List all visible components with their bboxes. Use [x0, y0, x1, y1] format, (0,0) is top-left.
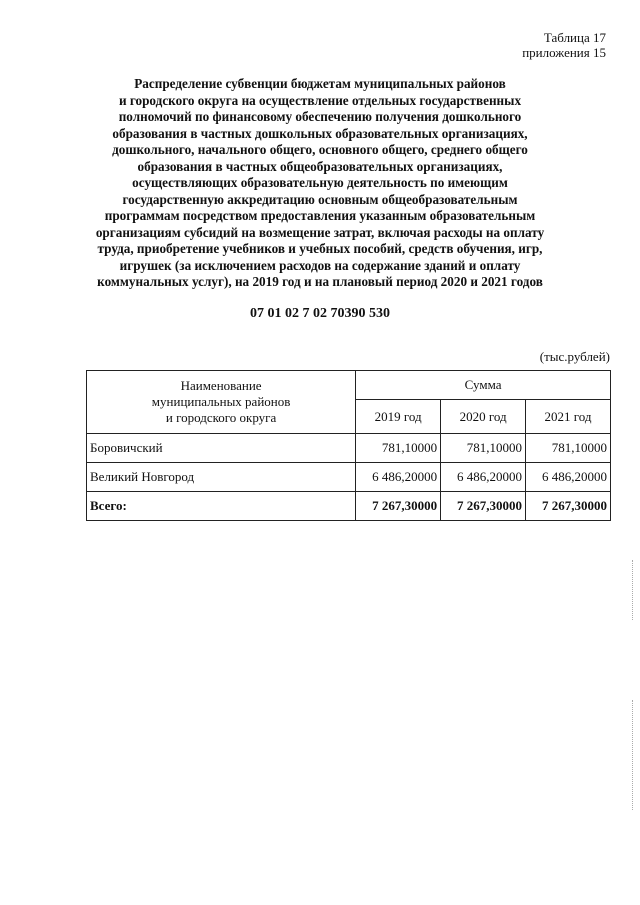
row-name: Боровичский	[87, 434, 356, 463]
units-label: (тыс.рублей)	[539, 349, 610, 364]
total-row	[87, 492, 611, 521]
row-name: Великий Новгород	[87, 463, 356, 492]
column-header-year: 2019 год	[356, 400, 441, 434]
row-value: 6 486,20000	[441, 463, 526, 492]
column-header-year: 2020 год	[441, 400, 526, 434]
total-value: 7 267,30000	[441, 492, 526, 521]
total-label: Всего:	[87, 492, 356, 521]
table-header-row	[87, 371, 611, 400]
scan-margin-mark	[632, 560, 634, 620]
table-row	[87, 434, 611, 463]
table-reference	[522, 30, 606, 60]
document-title: Распределение субвенции бюджетам муниципальных районов и городского округа на осуществление отдельных государственных полномочий по финансовому обеспечению получения дошкольного образования в частных дошкольных образовательных организациях, дошкольного, начального общего, основного общего, среднего общего образования в частных общеобразовательных организациях, осуществляющих образовательную деятельность по имеющим государственную аккредитацию основным общеобразовательным программам посредством предоставления указанным образовательным организациям субсидий на возмещение затрат, включая расходы на оплату труда, приобретение учебников и учебных пособий, средств обучения, игр, игрушек (за исключением расходов на содержание зданий и оплату коммунальных услуг), на 2019 год и на плановый период 2020 и 2021 годов	[95, 76, 545, 289]
appendix-number: приложения 15	[522, 45, 606, 60]
subvention-table	[86, 370, 611, 521]
header-line: муниципальных районов	[151, 394, 291, 409]
row-value: 6 486,20000	[526, 463, 611, 492]
row-value: 781,10000	[356, 434, 441, 463]
row-value: 781,10000	[526, 434, 611, 463]
table-row	[87, 463, 611, 492]
header-line: Наименование	[180, 378, 262, 393]
budget-code: 07 01 02 7 02 70390 530	[250, 306, 390, 321]
column-header-sum: Сумма	[356, 371, 611, 400]
scan-margin-mark	[632, 700, 634, 810]
row-value: 6 486,20000	[356, 463, 441, 492]
row-value: 781,10000	[441, 434, 526, 463]
table-number: Таблица 17	[543, 30, 606, 45]
total-value: 7 267,30000	[526, 492, 611, 521]
total-value: 7 267,30000	[356, 492, 441, 521]
column-header-name	[87, 371, 356, 434]
column-header-year: 2021 год	[526, 400, 611, 434]
header-line: и городского округа	[165, 410, 277, 425]
